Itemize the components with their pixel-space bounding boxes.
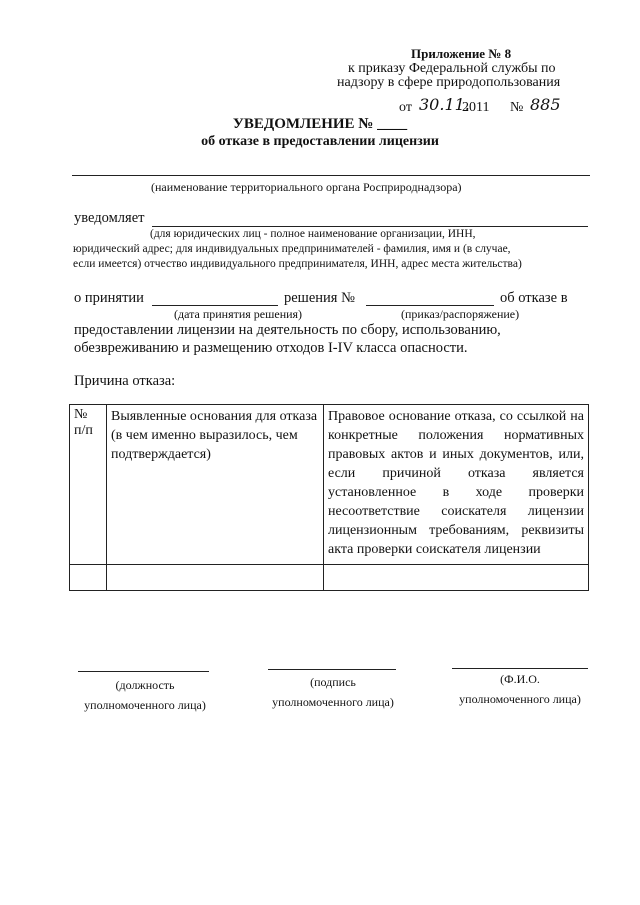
- date-year: 2011: [462, 100, 490, 115]
- decision-text-1: предоставлении лицензии на деятельность по сбору, использованию,: [74, 322, 501, 338]
- signature-line: [268, 669, 396, 670]
- position-caption: [70, 675, 220, 715]
- fullname-caption: [445, 669, 595, 709]
- reason-label: Причина отказа:: [74, 373, 176, 389]
- fullname-caption-2: уполномоченного лица): [459, 692, 581, 706]
- table-row: [70, 565, 589, 591]
- document-title: УВЕДОМЛЕНИЕ № ____: [232, 116, 408, 132]
- decision-date-caption: (дата принятия решения): [174, 307, 303, 321]
- table-cell-empty[interactable]: [324, 565, 589, 591]
- decision-text-2: обезвреживанию и размещению отходов I-IV класса опасности.: [74, 340, 468, 356]
- table-header-row: [70, 405, 589, 565]
- appendix-title: Приложение № 8: [411, 46, 512, 61]
- notifies-caption-2: юридический адрес; для индивидуальных предпринимателей - фамилия, имя и (в случае,: [73, 243, 511, 255]
- notifies-line: [152, 226, 588, 227]
- appendix-order-line: к приказу Федеральной службы по: [348, 61, 556, 76]
- organ-name-line: [72, 175, 590, 176]
- column-grounds: Выявленные основания для отказа (в чем именно выразилось, чем подтверждается): [107, 405, 324, 565]
- position-line: [78, 671, 209, 672]
- date-prefix: от: [399, 100, 412, 115]
- notifies-caption-3: если имеется) отчество индивидуального предпринимателя, ИНН, адрес места жительства): [73, 258, 522, 270]
- reasons-table: [69, 404, 589, 591]
- notifies-caption-1: (для юридических лиц - полное наименование организации, ИНН,: [150, 228, 476, 240]
- handwritten-number: 885: [530, 95, 561, 114]
- handwritten-date: 30.11.: [419, 95, 470, 114]
- decision-order-caption: (приказ/распоряжение): [401, 307, 520, 321]
- table-cell-empty[interactable]: [70, 565, 107, 591]
- decision-order-line: [366, 305, 494, 306]
- position-caption-1: (должность: [115, 678, 175, 692]
- decision-suffix: об отказе в: [500, 290, 568, 306]
- position-caption-2: уполномоченного лица): [84, 698, 206, 712]
- organ-caption: (наименование территориального органа Росприроднадзора): [151, 180, 462, 194]
- decision-prefix: о принятии: [74, 290, 144, 306]
- decision-date-line: [152, 305, 278, 306]
- decision-middle: решения №: [284, 290, 355, 306]
- column-number: № п/п: [70, 405, 107, 565]
- notifies-label: уведомляет: [74, 210, 145, 226]
- signature-caption-2: уполномоченного лица): [272, 695, 394, 709]
- signature-caption-1: (подпись: [310, 675, 356, 689]
- signature-caption: [258, 672, 408, 712]
- document-subtitle: об отказе в предоставлении лицензии: [201, 134, 439, 149]
- column-legal-basis: Правовое основание отказа, со ссылкой на конкретные положения нормативных правовых актов и иных документов, или, если причиной отказа является установленное в ходе проверки несоответствие соискателя лицензии лицензионным требованиям, реквизиты акта проверки соискателя лицензии: [324, 405, 589, 565]
- table-cell-empty[interactable]: [107, 565, 324, 591]
- appendix-agency-line: надзору в сфере природопользования: [337, 75, 561, 90]
- fullname-caption-1: (Ф.И.О.: [500, 672, 540, 686]
- number-prefix: №: [510, 100, 524, 115]
